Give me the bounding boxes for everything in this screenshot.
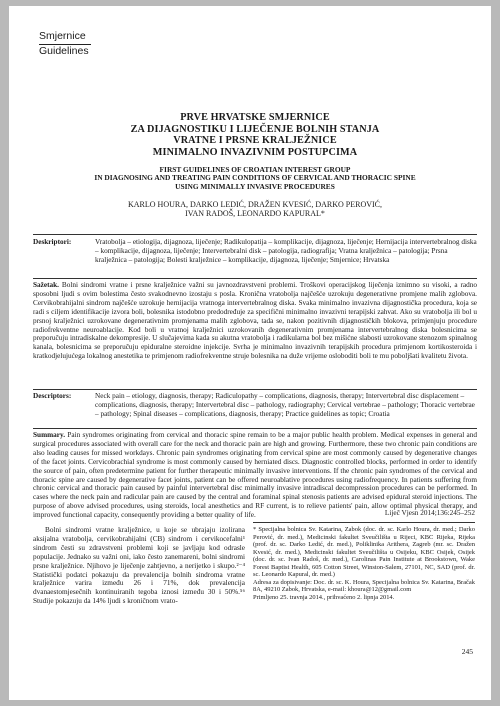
author-line: IVAN RADOŠ, LEONARDO KAPURAL* [185,209,325,219]
section-label-en: Guidelines [39,45,89,57]
keywords-hr [33,238,477,265]
author-line: KARLO HOURA, DARKO LEDIĆ, DRAŽEN KVESIĆ, DARKO PEROVIĆ, [128,199,382,209]
title-en-line: USING MINIMALLY INVASIVE PROCEDURES [175,181,335,191]
divider [33,389,477,390]
abstract-hr-text: Bolni sindromi vratne i prsne kralježnice važni su javnozdravstveni problemi. Troškovi operacijskog liječenja iznimno su visoki, a radno sposobni ljudi s ovim bolestima često svakodnevno izostaju s posla. Kronična vratobolja najčešće uzrokuju degenerativne promjene malih zglobova. Cervikobrahijalni sindrom najčešće uzrokuje hernijacija vratnoga intervertebralnog diska. Svaka minimalno invazivna dijagnostička procedura, koja se radi s ciljem identifikacije izvora boli, bolesnika istodobno predodređuje za specifični minimalno invazivni terapijski zahvat. Ako su vratobolja ili bol u prsnoj kralježnici uzrokovane degenerativnim promjenama malih zglobova, tada se, nakon pozitivnih dijagnostičkih blokova, primjenjuju procedure radiofrekventne neuroablacije. Kod boli u vratnoj kralježnici uzrokovanih degenerativnim promjenama intervertebralnog diska bolesnicima se preporučuju intradiskalne dekompresije. U slučajevima kada su akutna vratobolja i radikularna bol bez mišićne slabosti uzrokovane stenozom spinalnog kanala, bolesnicima se preporučuju epiduralne steroidne injekcije. Svrha je minimalno invazivnih terapijskih procedura primjenom kortikosteroida i kratkodjelujućega lokalnog anestetika te primjenom radiofrekventne struje bolesnika na duže vrijeme osloboditi boli te mu poboljšati kvalitetu života. [33,281,477,361]
footnote-block [253,526,475,601]
paper-page [9,6,491,700]
section-header [39,30,91,57]
page-number: 245 [461,647,473,656]
abstract-en-label: Summary. [33,431,66,439]
keywords-hr-label: Deskriptori: [33,238,72,246]
abstract-en-text: Pain syndromes originating from cervical and thoracic spine remain to be a major public health problem. Medical expenses in general and surgical procedures associated with overall care for the neck and thoracic pain are high and growing. Furthermore, these two chronic pain conditions are also leading causes for missed workdays. Chronic pain syndromes originating from cervical spine are most commonly caused by degenerative changes of the facet joints. Cervicobrachial syndrome is most commonly caused by herniated discs. Diagnostic controlled blocks, performed in order to identify the source of pain, often predetermine patient for further therapeutic minimally invasive interventions. If the chronic pain syndromes of the cervical and thoracic spine are caused by degenerative facet joints, patient can be offered neuroablative procedures using radiofrequency. In patients suffering from chronic cervical and thoracic pain caused by painful intervertebral disc minimally invasive intradiscal decompression procedures can be performed. In cases where the neck pain and radicular pain are caused by the central and foraminal spinal stenosis patients are advised epidural steroid injections. The purpose of above advised procedures, using steroids, local anesthetics and RF current, is to relieve patients' pain, allow optimal physical therapy, and improved functional capacity, consequently providing a better quality of life. [33,431,477,520]
title-english [39,166,471,191]
title-hr-line: MINIMALNO INVAZIVNIM POSTUPCIMA [152,146,358,158]
footnote-rule [253,522,475,523]
keywords-en-label: Descriptors: [33,392,72,400]
body-column-left: Bolni sindromi vratne kralježnice, u koje se ubrajaju izolirana aksijalna vratobolja, cervikobrahijalni (CB) sindrom i cervikocefalni¹ sindrom česti su zdravstveni problemi koji se javljaju kod odrasle populacije. Jednako su važni oni, iako često zanemareni, bolni sindromi prsne kralježnice. Njihovo je liječenje zahtjevno, a nerijetko i skupo.²⁻⁴ Statistički podatci pokazuju da prevalencija bolnih sindroma vratne kralježnice varira između 26 i 71%, dok prevalencija dvanaestomjesečnih kontinuiranih tegoba iznosi između 30 i 50%.⁵⁶ Studije pokazuju da 14% ljudi s kroničnom vrato- [33,526,245,606]
divider [33,234,477,235]
abstract-en [33,431,477,520]
title-block [39,112,471,219]
title-hr-line: ZA DIJAGNOSTIKU I LIJEČENJE BOLNIH STANJA [130,123,380,135]
divider [33,428,477,429]
title-hr-line: PRVE HRVATSKE SMJERNICE [180,112,330,123]
divider [33,278,477,279]
correspondence-address: Adresa za dopisivanje: Doc. dr. sc. K. Houra, Specijalna bolnica Sv. Katarina, Bračak 8A, 49210 Zabok, Hrvatska, e-mail: khoura@12@gmail.com [253,578,475,594]
keywords-hr-text: Vratobolja – etiologija, dijagnoza, liječenje; Radikulopatija – komplikacije, dijagnoza, liječenje; Hernijacija intervertebralnog diska – komplikacije, dijagnoza, liječenje; Intervertebralni disk – patologija, radiografija; Vratna kralježnica – patologija; Prsna kralježnica – patologija; Bolesti kralježnice – komplikacije, dijagnoza, liječenje; Smjernice; Hrvatska [95,238,477,264]
author-list [39,200,471,219]
section-label-hr: Smjernice [39,30,86,42]
title-hr-line: VRATNE I PRSNE KRALJEŽNICE [173,135,337,146]
keywords-en-text: Neck pain – etiology, diagnosis, therapy; Radiculopathy – complications, diagnosis, therapy; Intervertebral disc displacement – complications, diagnosis, therapy; Intervertebral disc – pathology, radiography; Cervical vertebrae – pathology; Thoracic vertebrae – pathology; Spinal diseases – complications, diagnosis, therapy; Practice guidelines as topic; Croatia [95,392,475,418]
journal-citation: Liječ Vjesn 2014;136:245–252 [384,509,475,517]
keywords-en [33,392,477,419]
received-dates: Primljeno 25. travnja 2014., prihvaćeno 2. lipnja 2014. [253,593,395,601]
author-affiliations: * Specijalna bolnica Sv. Katarina, Zabok (doc. dr. sc. Karlo Houra, dr. med.; Darko Perović, dr. med.), Medicinski fakultet Sveučilišta u Rijeci, KBC Rijeka, Rijeka (prof. dr. sc. Darko Ledić, dr. med.), Poliklinika Arithera, Zagreb (mr. sc. Dražen Kvesić, dr. med.), Medicinski fakultet Sveučilišta u Osijeku, KBC Osijek, Osijek (doc. dr. sc. Ivan Radoš, dr. med.), Carolinas Pain Institute at Brookstown, Wake Forest Baptist Health, 605 Cotton Street, Winston-Salem, 27101, NC, SAD (prof. dr. sc. Leonardo Kapural, dr. med.) [253,526,475,579]
title-en-line: IN DIAGNOSING AND TREATING PAIN CONDITIONS OF CERVICAL AND THORACIC SPINE [94,173,416,183]
abstract-hr [33,281,477,361]
title-croatian [39,112,471,158]
title-en-line: FIRST GUIDELINES OF CROATIAN INTEREST GROUP [159,165,351,174]
abstract-hr-label: Sažetak. [33,281,59,289]
